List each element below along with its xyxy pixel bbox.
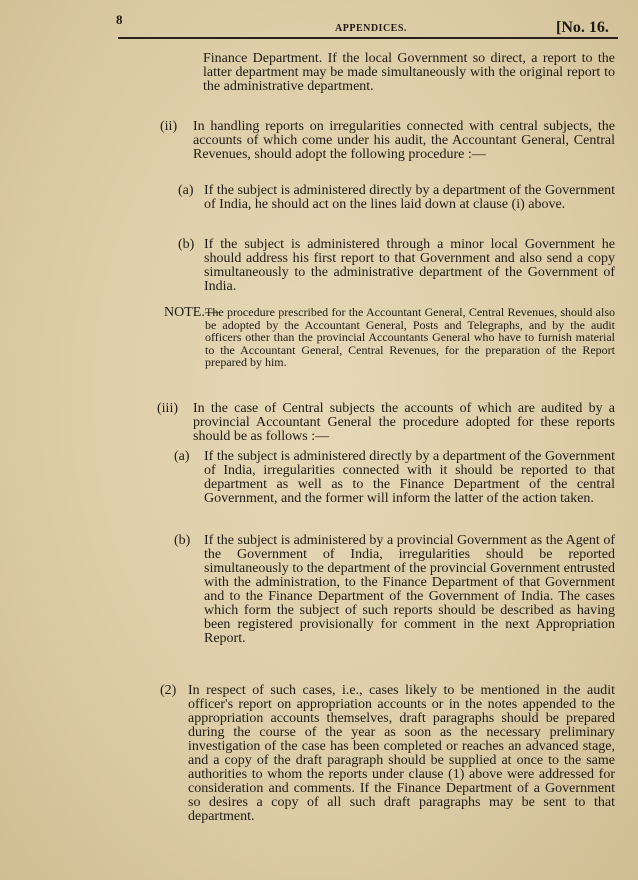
paragraph-clause-iii: In the case of Central subjects the accounts of which are audited by a provincial Accountant General the procedure adopted for these reports should be as follows :— [193,401,615,444]
clause-label: (iii) [157,401,178,416]
section-label: (2) [160,683,177,698]
paragraph-subclause-b: If the subject is administered through a minor local Government he should address his first report to that Government and also send a copy simultaneously to the administrative department of the Government of India. [204,237,615,294]
subclause-label: (b) [178,237,195,252]
note-label: NOTE.— [164,305,219,320]
clause-label: (ii) [160,119,178,134]
subclause-label: (b) [174,533,191,548]
page-header [0,10,638,36]
paragraph-subclause-a: If the subject is administered directly by a department of the Government of India, he should act on the lines laid down at clause (i) above. [204,183,615,212]
header-rule [118,37,618,39]
document-number: [No. 16. [556,19,609,36]
page-number: 8 [116,12,123,27]
paragraph-section-2: In respect of such cases, i.e., cases likely to be mentioned in the audit officer's report on appropriation accounts or in the notes appended to the appropriation accounts themselves, draft paragraphs should be prepared during the course of the year as soon as the necessary preliminary investigation of the case has been completed or reaches an advanced stage, and a copy of the draft paragraph should be supplied at once to the same authorities to whom the reports under clause (1) above were addressed for consideration and comments. If the Finance Department of a Government so desires a copy of all such draft paragraphs may be sent to that department. [188,683,615,824]
paragraph-continuation: Finance Department. If the local Government so direct, a report to the latter department may be made simultaneously with the original report to the administrative department. [203,51,615,94]
subclause-label: (a) [178,183,194,198]
running-head: APPENDICES. [335,23,407,34]
paragraph-subclause-iii-b: If the subject is administered by a provincial Government as the Agent of the Government of India, irregularities should be reported simultaneously to the department of the provincial Government entrusted with the administration, to the Finance Department of that Government and to the Finance Department of the Government of India. The cases which form the subject of such reports should be described as having been registered provisionally for comment in the next Appropriation Report. [204,533,615,646]
subclause-label: (a) [174,449,190,464]
note-paragraph: The procedure prescribed for the Accountant General, Central Revenues, should also be adopted by the Accountant General, Posts and Telegraphs, and by the audit officers other than the provincial Accountants General who have to furnish material to the Accountant General, Central Revenues, for the preparation of the Report prepared by him. [205,305,615,369]
paragraph-clause-ii: In handling reports on irregularities connected with central subjects, the accounts of which come under his audit, the Accountant General, Central Revenues, should adopt the following procedure :— [193,119,615,162]
paragraph-subclause-iii-a: If the subject is administered directly by a department of the Government of India, irregularities connected with it should be reported to that department as well as to the Finance Department of the central Government, and the former will inform the latter of the action taken. [204,449,615,506]
